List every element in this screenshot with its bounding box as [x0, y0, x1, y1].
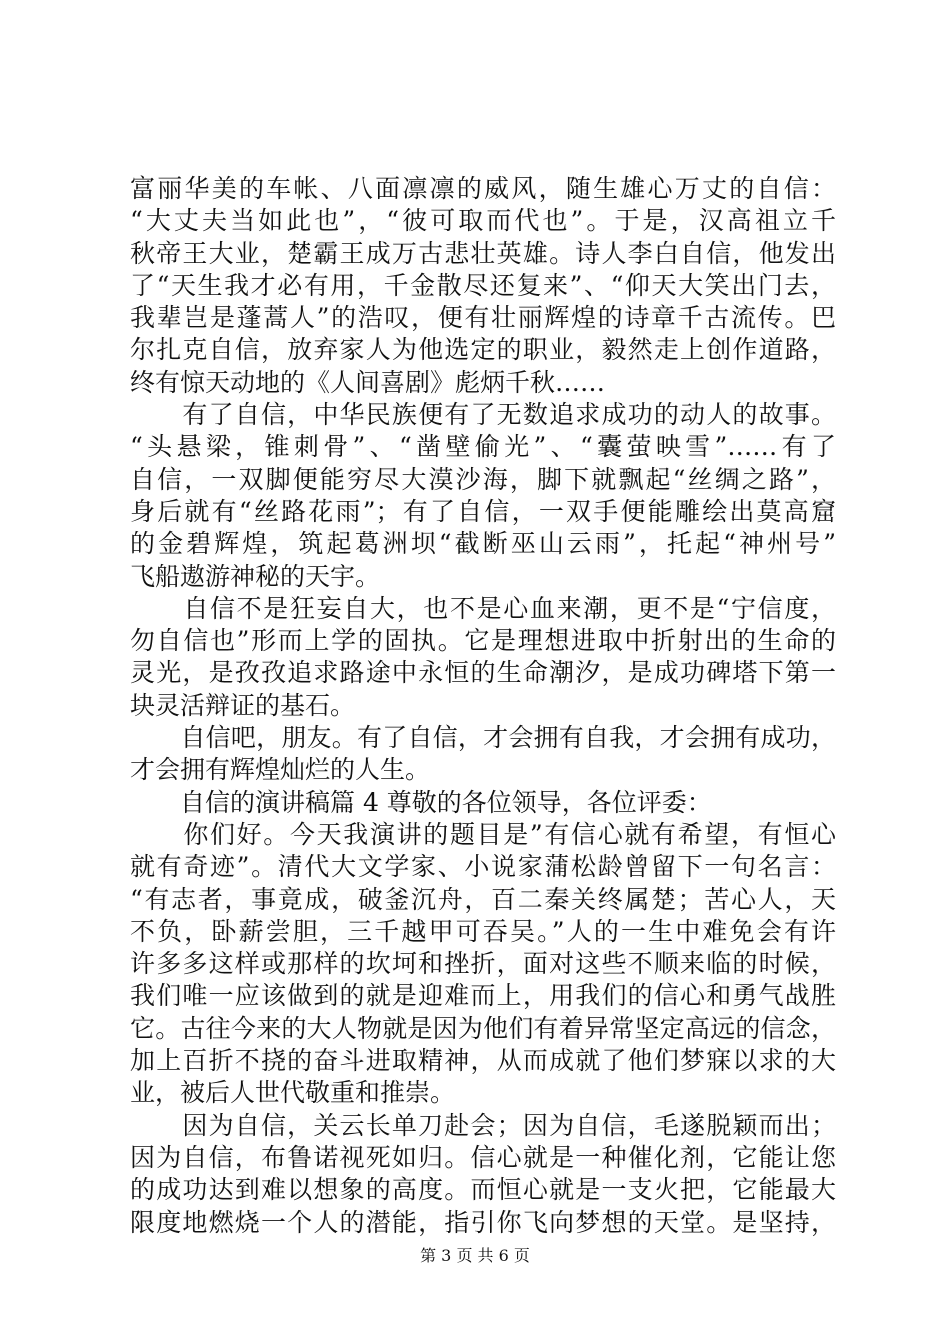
text-line: 因为自信，关云长单刀赴会；因为自信，毛遂脱颖而出；	[130, 1110, 836, 1140]
text-line: 它。古往今来的大人物就是因为他们有着异常坚定高远的信念，	[130, 1013, 836, 1043]
text-line: 因为自信，布鲁诺视死如归。信心就是一种催化剂，它能让您	[130, 1142, 836, 1172]
text-line: 块灵活辩证的基石。	[130, 690, 356, 720]
text-line: 的金碧辉煌，筑起葛洲坝“截断巫山云雨”，托起“神州号”	[130, 529, 836, 559]
text-line: 加上百折不挠的奋斗进取精神，从而成就了他们梦寐以求的大	[130, 1046, 836, 1076]
text-line: 富丽华美的车帐、八面凛凛的威风，随生雄心万丈的自信：	[130, 174, 836, 203]
text-line: 自信的演讲稿篇 4 尊敬的各位领导，各位评委：	[130, 787, 712, 817]
text-line: 限度地燃烧一个人的潜能，指引你飞向梦想的天堂。是坚持，	[130, 1207, 836, 1237]
text-line: 我辈岂是蓬蒿人”的浩叹，便有壮丽辉煌的诗章千古流传。巴	[130, 303, 836, 333]
text-line: 秋帝王大业，楚霸王成万古悲壮英雄。诗人李白自信，他发出	[130, 238, 836, 268]
text-line: 尔扎克自信，放弃家人为他选定的职业，毅然走上创作道路，	[130, 335, 836, 365]
text-line: 自信吧，朋友。有了自信，才会拥有自我，才会拥有成功，	[130, 723, 836, 753]
text-line: 终有惊天动地的《人间喜剧》彪炳千秋……	[130, 367, 606, 397]
text-line: “大丈夫当如此也”，“彼可取而代也”。于是，汉高祖立千	[130, 206, 836, 236]
text-line: 就有奇迹”。清代大文学家、小说家蒲松龄曾留下一句名言：	[130, 852, 836, 882]
text-line: 许多多这样或那样的坎坷和挫折，面对这些不顺来临的时候，	[130, 949, 836, 979]
text-line: 不负，卧薪尝胆，三千越甲可吞吴。”人的一生中难免会有许	[130, 916, 836, 946]
text-line: 我们唯一应该做到的就是迎难而上，用我们的信心和勇气战胜	[130, 981, 836, 1011]
text-line: 了“天生我才必有用，千金散尽还复来”、“仰天大笑出门去，	[130, 270, 836, 300]
text-line: “头悬梁，锥刺骨”、“凿壁偷光”、“囊萤映雪”……有了	[130, 432, 836, 462]
text-line: 灵光，是孜孜追求路途中永恒的生命潮汐，是成功碑塔下第一	[130, 658, 836, 688]
text-line: 飞船遨游神秘的天宇。	[130, 561, 381, 591]
text-line: 的成功达到难以想象的高度。而恒心就是一支火把，它能最大	[130, 1175, 836, 1205]
text-line: 自信，一双脚便能穷尽大漠沙海，脚下就飘起“丝绸之路”，	[130, 464, 836, 494]
text-line: 身后就有“丝路花雨”；有了自信，一双手便能雕绘出莫高窟	[130, 496, 836, 526]
text-line: 你们好。今天我演讲的题目是”有信心就有希望，有恒心	[130, 819, 836, 849]
text-line: 业，被后人世代敬重和推崇。	[130, 1078, 456, 1108]
text-line: 有了自信，中华民族便有了无数追求成功的动人的故事。	[130, 400, 836, 430]
text-line: 才会拥有辉煌灿烂的人生。	[130, 755, 431, 785]
text-line: 自信不是狂妄自大，也不是心血来潮，更不是“宁信度，	[130, 593, 836, 623]
text-line: 勿自信也”形而上学的固执。它是理想进取中折射出的生命的	[130, 626, 836, 656]
document-body	[130, 173, 836, 1239]
text-line: “有志者，事竟成，破釜沉舟，百二秦关终属楚；苦心人，天	[130, 884, 836, 914]
page-footer: 第 3 页 共 6 页	[420, 1246, 530, 1265]
